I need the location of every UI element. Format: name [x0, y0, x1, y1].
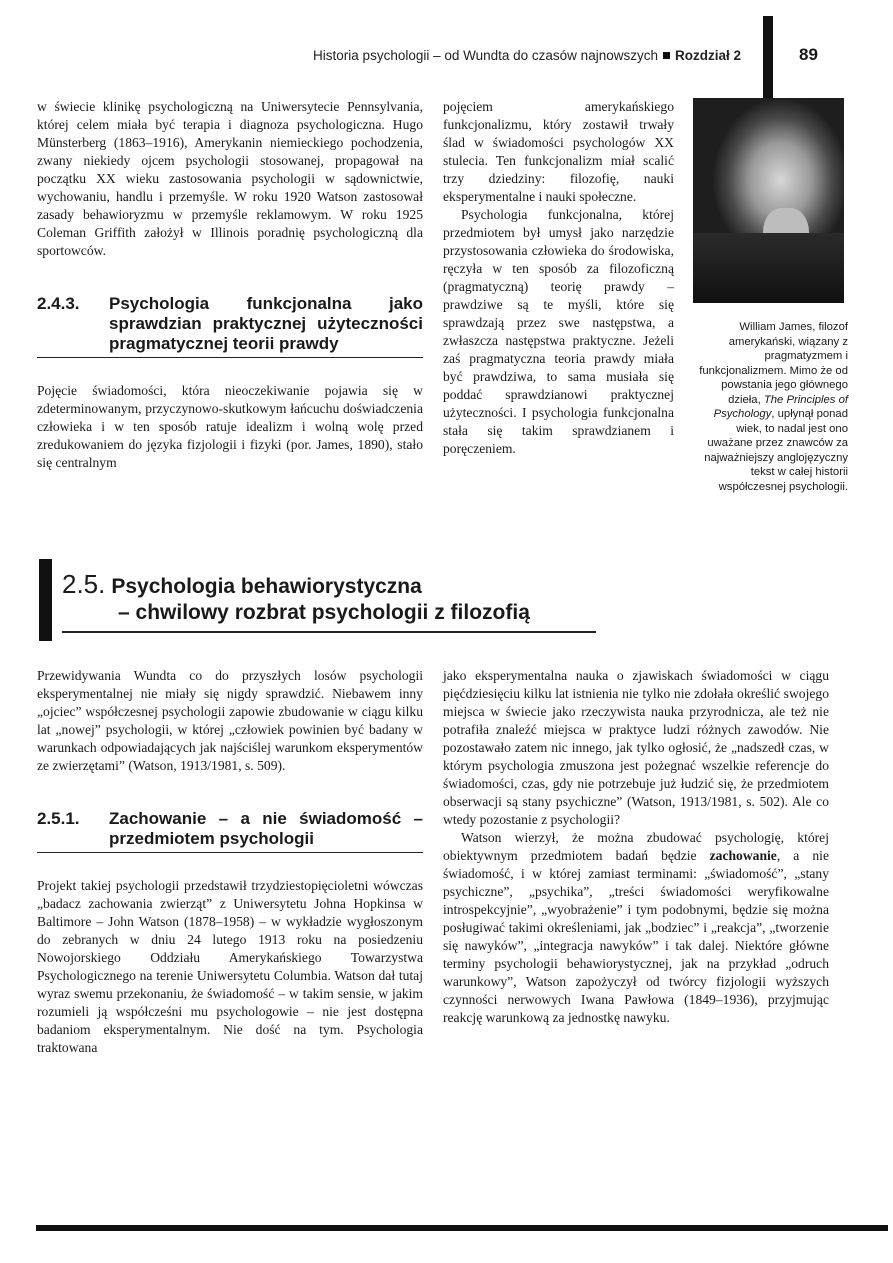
- section-number: 2.5.: [62, 569, 106, 599]
- paragraph: pojęciem amerykańskiego funkcjonalizmu, który zostawił trwały ślad w świadomości psychologów XX stulecia. Ten funkcjonalizm miał scalić trzy dziedziny: filozofię, nauki eksperymentalne i nauki społeczne.: [443, 99, 674, 204]
- running-title: Historia psychologii – od Wundta do czasów najnowszych: [313, 48, 658, 63]
- page-number: 89: [799, 45, 818, 64]
- heading-text: Zachowanie – a nie świadomość – przedmiotem psychologii: [109, 809, 423, 848]
- paragraph: Pojęcie świadomości, która nieoczekiwanie pojawia się w zdeterminowanym, przyczynowo-skutkowym łańcuchu doświadczenia człowieka i w ten sposób ratuje idealizm i wolną wolę przed zredukowaniem do języka fizjologii i fizyki (por. James, 1890), stało się centralnym: [37, 383, 423, 470]
- subsection-heading-2-5-1: [37, 809, 423, 853]
- paragraph: Przewidywania Wundta co do przyszłych losów psychologii eksperymentalnej nie miały się nigdy sprawdzić. Niebawem inny „ojciec” współczesnej psychologii zapowie zbudowanie w ciągu kilku lat „nowej” psychologii, w której „człowiek powinien być badany w warunkach odpowiadających jak najściślej warunkom eksperymentów ze zwierzętami” (Watson, 1913/1981, s. 509).: [37, 668, 423, 773]
- section-heading-2-5: [62, 571, 596, 633]
- section-bar: [39, 559, 52, 641]
- paragraph: Projekt takiej psychologii przedstawił trzydziestopięcioletni wówczas „badacz zachowania zwierząt” z Uniwersytetu Johna Hopkinsa w Baltimore – John Watson (1878–1958) – w wykładzie wygłoszonym do zebranych w dniu 24 lutego 1913 roku na posiedzeniu Nowojorskiego Oddziału Amerykańskiego Towarzystwa Psychologicznego na terenie Uniwersytetu Columbia. Watson dał tutaj wyraz swemu przekonaniu, że świadomość – w takim sensie, w jakim rozumieli ją współcześni mu psychologowie – nie jest dostępna badaniom eksperymentalnym. Nie dość na tym. Psychologia traktowana: [37, 878, 423, 1055]
- bullet-square-icon: [663, 52, 670, 59]
- bold-term: zachowanie: [709, 848, 777, 863]
- caption-text-end: , upłynął ponad wiek, to nadal jest ono uważane przez znawców za najważniejszy anglojęzyczny tekst w całej historii współczesnej psychologii.: [704, 408, 848, 493]
- portrait-photo: [693, 98, 844, 303]
- right-column-bottom: [443, 667, 829, 1027]
- left-column-bottom: [37, 667, 423, 1057]
- paragraph-text: Watson wierzył, że można zbudować psychologię, której obiektywnym przedmiotem badań będzie: [443, 830, 829, 863]
- section-title-line2: – chwilowy rozbrat psychologii z filozofią: [118, 601, 530, 624]
- paragraph: w świecie klinikę psychologiczną na Uniwersytecie Pennsylvania, której celem miała być terapia i diagnoza psychologiczna. Hugo Münsterberg (1863–1916), Amerykanin niemieckiego pochodzenia, zwany niekiedy ojcem psychologii stosowanej, propagował na początku XX wieku zastosowania psychologii w sądownictwie, wychowaniu, handlu i przemyśle. W roku 1920 Watson zastosował zasady behawioryzmu w przemyśle reklamowym. W roku 1925 Coleman Griffith założył w Illinois poradnię psychologiczną dla sportowców.: [37, 99, 423, 258]
- photo-caption: [693, 320, 848, 494]
- left-column-top: [37, 98, 423, 472]
- heading-number: 2.4.3.: [37, 294, 80, 313]
- paragraph-text-end: , a nie świadomość, i w której zamiast terminami: „świadomość”, „stany psychiczne”, „psychika”, „treści świadomości weryfikowalne introspekcyjnie”, „wyobrażenie” i tym podobnymi, będzie się można posługiwać takimi określeniami, jak „bodziec” i „reakcja”, „tworzenie się nawyków”, „integracja nawyków” i tak dalej. Niektóre główne terminy psychologii behawiorystycznej, jak na przykład „odruch warunkowy”, Watson zapożyczył od twórcy fizjologii wyższych czynności nerwowych Iwana Pawłowa (1849–1936), przyjmując reakcję warunkową za jednostkę nawyku.: [443, 848, 829, 1025]
- portrait-coat: [693, 233, 844, 303]
- paragraph: jako eksperymentalna nauka o zjawiskach świadomości w ciągu pięćdziesięciu kilku lat istnienia nie tylko nie zdołała określić swojego miejsca w świecie jako rzeczywista nauka przyrodnicza, ale też nie potrafiła znaleźć miejsca w praktyce ludzi różnych zawodów. Nie pozostawało zatem nic innego, jak tylko ogłosić, że „nadszedł czas, w którym psychologia zmuszona jest pożegnać wszelkie referencje do świadomości, czas, gdy nie potrzebuje już łudzić się, że przedmiotem obserwacji są stany psychiczne” (Watson, 1913/1981, s. 502). Ale co wtedy pozostanie z psychologii?: [443, 668, 829, 827]
- heading-number: 2.5.1.: [37, 809, 80, 828]
- subsection-heading-2-4-3: [37, 294, 423, 358]
- footer-rule: [36, 1225, 888, 1231]
- caption-text: William James, filozof amerykański, wiązany z pragmatyzmem i funkcjonalizmem. Mimo że od powstania jego głównego dzieła,: [699, 321, 848, 406]
- paragraph: [443, 829, 829, 1027]
- caption-book-title: The Principles of Psychology: [713, 393, 848, 420]
- page-header: [0, 46, 893, 76]
- chapter-label: Rozdział 2: [674, 48, 741, 63]
- section-title-line1: Psychologia behawiorystyczna: [111, 575, 422, 598]
- heading-text: Psychologia funkcjonalna jako sprawdzian praktycznej użyteczności pragmatycznej teorii prawdy: [109, 294, 423, 353]
- paragraph: Psychologia funkcjonalna, której przedmiotem był umysł jako narzędzie przystosowania człowieka do środowiska, ręczyła w ten sposób za filozoficzną (pragmatyczną) teorię prawdy – prawdziwe są te myśli, które się sprawdzają przez swe następstwa, a zwłaszcza następstwa praktyczne. Jeżeli zaś pragmatyczna teoria prawdy miała być prawdziwa, to sama musiała się poddać sprawdzianowi praktycznej użyteczności. I psychologia funkcjonalna stała się takim sprawdzianem i poręczeniem.: [443, 207, 674, 456]
- middle-column-top: [443, 98, 674, 458]
- running-head: [313, 48, 741, 63]
